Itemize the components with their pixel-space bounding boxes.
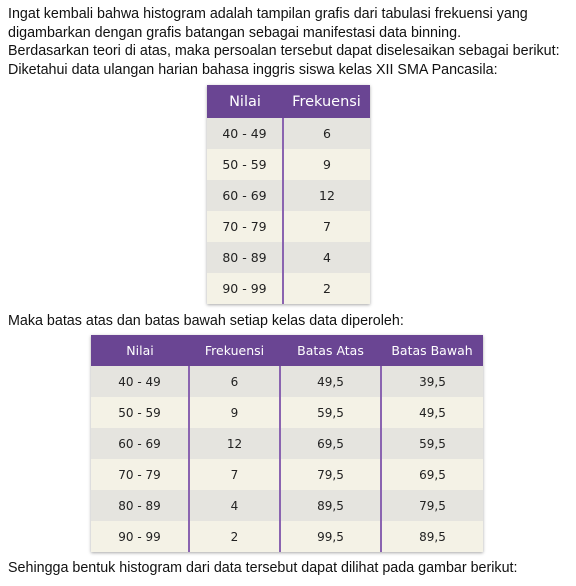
header-nilai: Nilai bbox=[207, 85, 283, 118]
intro-paragraph bbox=[8, 5, 560, 79]
table-header-row bbox=[207, 85, 370, 118]
cell-nilai: 70 - 79 bbox=[207, 211, 283, 242]
cell-nilai: 40 - 49 bbox=[207, 118, 283, 149]
cell-frekuensi: 9 bbox=[189, 397, 280, 428]
intro-line: Berdasarkan teori di atas, maka persoalan tersebut dapat diselesaikan sebagai berikut: bbox=[8, 43, 560, 59]
class-boundary-table bbox=[91, 335, 483, 552]
cell-nilai: 60 - 69 bbox=[91, 428, 189, 459]
cell-batas-atas: 99,5 bbox=[280, 521, 381, 552]
header-frekuensi: Frekuensi bbox=[189, 335, 280, 366]
cell-batas-bawah: 39,5 bbox=[381, 366, 483, 397]
header-frekuensi: Frekuensi bbox=[283, 85, 370, 118]
intro-line: Ingat kembali bahwa histogram adalah tampilan grafis dari tabulasi frekuensi yang bbox=[8, 6, 528, 22]
table-row bbox=[207, 180, 370, 211]
table-row bbox=[207, 211, 370, 242]
cell-batas-atas: 59,5 bbox=[280, 397, 381, 428]
cell-frekuensi: 6 bbox=[283, 118, 370, 149]
closing-text: Sehingga bentuk histogram dari data tersebut dapat dilihat pada gambar berikut: bbox=[8, 560, 518, 576]
cell-frekuensi: 7 bbox=[283, 211, 370, 242]
header-batas-bawah: Batas Bawah bbox=[381, 335, 483, 366]
table-row bbox=[91, 397, 483, 428]
cell-nilai: 80 - 89 bbox=[91, 490, 189, 521]
cell-batas-bawah: 59,5 bbox=[381, 428, 483, 459]
table-row bbox=[91, 428, 483, 459]
table-row bbox=[207, 149, 370, 180]
header-batas-atas: Batas Atas bbox=[280, 335, 381, 366]
cell-frekuensi: 2 bbox=[283, 273, 370, 304]
cell-frekuensi: 4 bbox=[283, 242, 370, 273]
cell-frekuensi: 2 bbox=[189, 521, 280, 552]
cell-nilai: 90 - 99 bbox=[207, 273, 283, 304]
table-row bbox=[91, 459, 483, 490]
frequency-table bbox=[207, 85, 370, 304]
cell-nilai: 50 - 59 bbox=[207, 149, 283, 180]
cell-frekuensi: 7 bbox=[189, 459, 280, 490]
intro-line: Diketahui data ulangan harian bahasa inggris siswa kelas XII SMA Pancasila: bbox=[8, 61, 498, 78]
cell-nilai: 90 - 99 bbox=[91, 521, 189, 552]
table-row bbox=[207, 273, 370, 304]
table-row bbox=[91, 521, 483, 552]
cell-batas-atas: 89,5 bbox=[280, 490, 381, 521]
table-row bbox=[91, 366, 483, 397]
cell-nilai: 50 - 59 bbox=[91, 397, 189, 428]
cell-batas-atas: 69,5 bbox=[280, 428, 381, 459]
cell-frekuensi: 6 bbox=[189, 366, 280, 397]
middle-text: Maka batas atas dan batas bawah setiap kelas data diperoleh: bbox=[8, 313, 404, 329]
cell-nilai: 60 - 69 bbox=[207, 180, 283, 211]
cell-nilai: 80 - 89 bbox=[207, 242, 283, 273]
table-row bbox=[207, 242, 370, 273]
header-nilai: Nilai bbox=[91, 335, 189, 366]
cell-batas-bawah: 49,5 bbox=[381, 397, 483, 428]
table-row bbox=[207, 118, 370, 149]
cell-frekuensi: 12 bbox=[189, 428, 280, 459]
cell-frekuensi: 4 bbox=[189, 490, 280, 521]
cell-batas-atas: 49,5 bbox=[280, 366, 381, 397]
cell-nilai: 40 - 49 bbox=[91, 366, 189, 397]
intro-line: digambarkan dengan grafis batangan sebagai manifestasi data binning. bbox=[8, 24, 462, 41]
cell-frekuensi: 9 bbox=[283, 149, 370, 180]
cell-batas-bawah: 79,5 bbox=[381, 490, 483, 521]
cell-batas-bawah: 89,5 bbox=[381, 521, 483, 552]
table-header-row bbox=[91, 335, 483, 366]
cell-nilai: 70 - 79 bbox=[91, 459, 189, 490]
cell-frekuensi: 12 bbox=[283, 180, 370, 211]
cell-batas-atas: 79,5 bbox=[280, 459, 381, 490]
cell-batas-bawah: 69,5 bbox=[381, 459, 483, 490]
table-row bbox=[91, 490, 483, 521]
